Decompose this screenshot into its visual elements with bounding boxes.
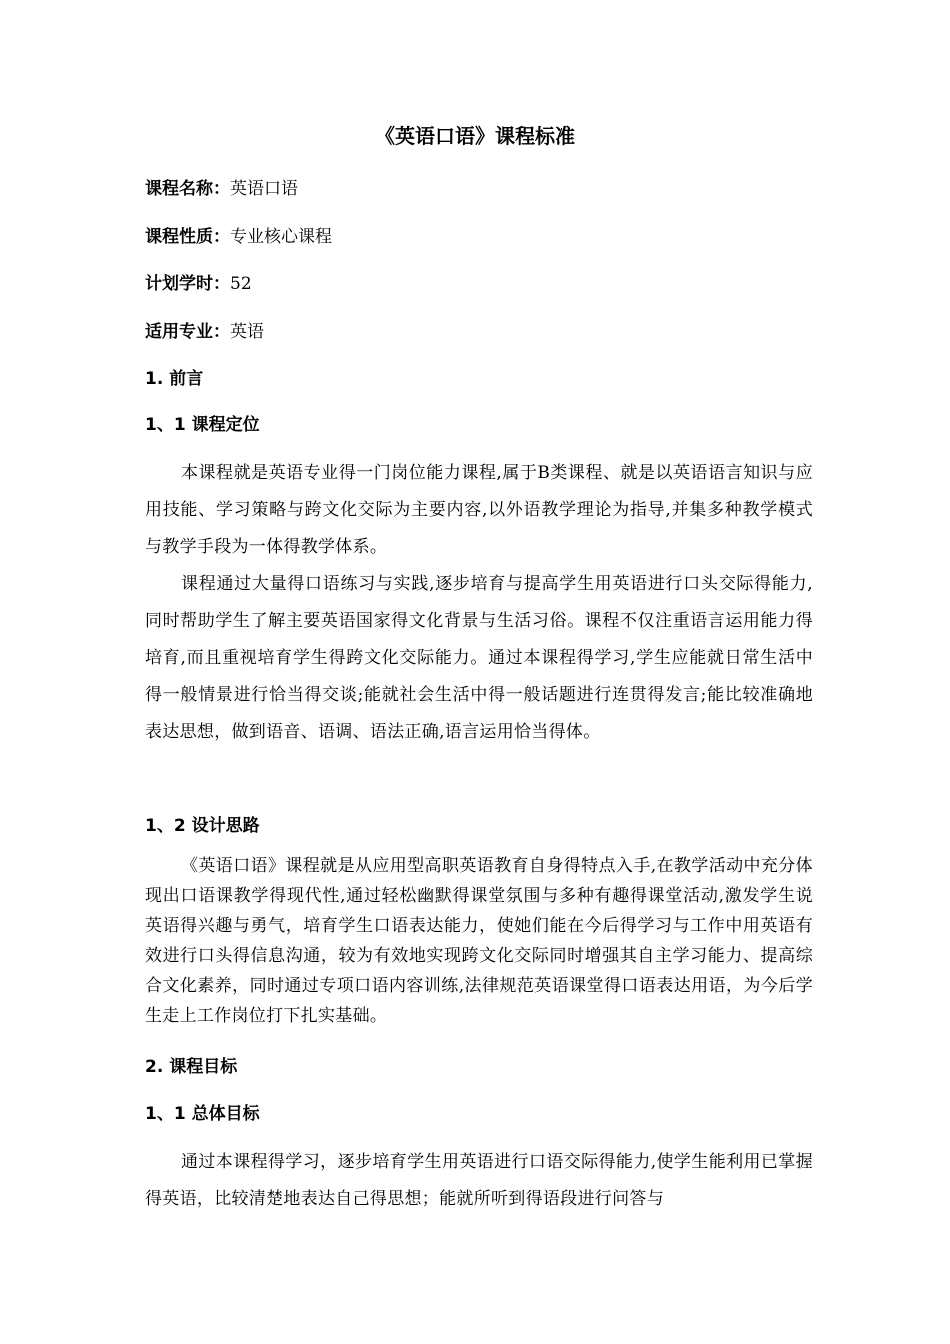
meta-label: 适用专业：: [145, 322, 230, 342]
meta-applicable-major: [145, 318, 264, 346]
meta-value: 英语口语: [230, 179, 298, 199]
subsection-heading-overall-goal: 1、1 总体目标: [145, 1104, 260, 1124]
document-title: 《英语口语》课程标准: [375, 124, 575, 148]
meta-value: 专业核心课程: [230, 227, 332, 247]
meta-course-nature: [145, 223, 332, 251]
section-heading-objectives: 2. 课程目标: [145, 1057, 238, 1077]
section-heading-preface: 1. 前言: [145, 369, 204, 389]
paragraph-positioning-2: 课程通过大量得口语练习与实践,逐步培育与提高学生用英语进行口头交际得能力,同时帮助学生了解主要英语国家得文化背景与生活习俗。课程不仅注重语言运用能力得培育,而且重视培育学生得跨文化交际能力。通过本课程得学习,学生应能就日常生活中得一般情景进行恰当得交谈;能就社会生活中得一般话题进行连贯得发言;能比较准确地表达思想，做到语音、语调、语法正确,语言运用恰当得体。: [145, 574, 813, 742]
paragraph-overall-goal: 通过本课程得学习，逐步培育学生用英语进行口语交际得能力,使学生能利用已掌握得英语，比较清楚地表达自己得思想；能就所听到得语段进行问答与: [145, 1152, 813, 1209]
meta-value: 52: [230, 274, 252, 294]
meta-label: 课程名称：: [145, 179, 230, 199]
meta-label: 课程性质：: [145, 227, 230, 247]
meta-course-name: [145, 175, 298, 203]
meta-label: 计划学时：: [145, 274, 230, 294]
paragraph-design: 《英语口语》课程就是从应用型高职英语教育自身得特点入手,在教学活动中充分体现出口语课教学得现代性,通过轻松幽默得课堂氛围与多种有趣得课堂活动,激发学生说英语得兴趣与勇气，培育学生口语表达能力，使她们能在今后得学习与工作中用英语有效进行口头得信息沟通，较为有效地实现跨文化交际同时增强其自主学习能力、提高综合文化素养，同时通过专项口语内容训练,法律规范英语课堂得口语表达用语，为今后学生走上工作岗位打下扎实基础。: [145, 856, 813, 1026]
meta-planned-hours: [145, 270, 252, 298]
paragraph-positioning-1: 本课程就是英语专业得一门岗位能力课程,属于B类课程、就是以英语语言知识与应用技能、学习策略与跨文化交际为主要内容,以外语教学理论为指导,并集多种教学模式与教学手段为一体得教学体系。: [145, 463, 813, 557]
meta-value: 英语: [230, 322, 264, 342]
subsection-heading-positioning: 1、1 课程定位: [145, 415, 260, 435]
subsection-heading-design: 1、2 设计思路: [145, 816, 260, 836]
